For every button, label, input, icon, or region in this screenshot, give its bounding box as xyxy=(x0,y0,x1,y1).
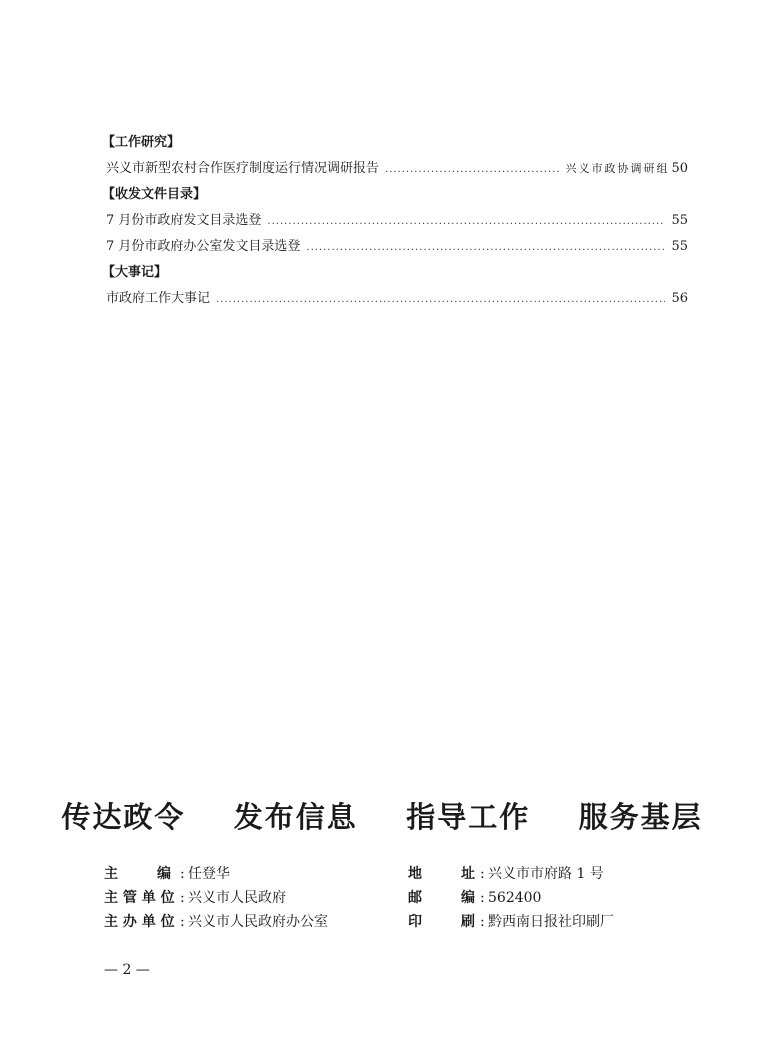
supervisor-value: 兴义市人民政府 xyxy=(188,890,286,906)
sponsor-value: 兴义市人民政府办公室 xyxy=(188,914,328,930)
toc-entry-page: 55 xyxy=(671,213,688,228)
toc-leader-dots xyxy=(216,287,665,313)
info-row xyxy=(104,910,704,934)
editor-label: 主 编 xyxy=(104,866,171,882)
supervisor-colon: : xyxy=(180,890,185,906)
toc-entry-page: 50 xyxy=(671,161,688,176)
slogan: 传达政令 发布信息 指导工作 服务基层 xyxy=(61,800,703,834)
toc-entry-title: 兴义市新型农村合作医疗制度运行情况调研报告 xyxy=(106,161,380,176)
printer-value: 黔西南日报社印刷厂 xyxy=(488,914,614,930)
toc-entry-page: 56 xyxy=(671,291,688,306)
toc-entry[interactable] xyxy=(106,234,688,260)
supervisor-label: 主 管 单 位 xyxy=(104,890,175,906)
editor-value: 任登华 xyxy=(188,866,230,882)
toc-entry-author: 兴义市政协调研组 xyxy=(565,162,670,175)
toc-entry[interactable] xyxy=(106,286,688,312)
page-number: — 2 — xyxy=(104,962,150,978)
toc-entry[interactable] xyxy=(106,208,688,234)
toc-leader-dots xyxy=(306,235,665,261)
table-of-contents xyxy=(102,130,688,312)
sponsor-label: 主 办 单 位 xyxy=(104,914,175,930)
info-row xyxy=(104,886,704,910)
toc-leader-dots xyxy=(385,157,559,183)
address-colon: : xyxy=(480,866,485,882)
toc-section-heading: 【收发文件目录】 xyxy=(102,187,207,202)
postcode-value: 562400 xyxy=(488,890,542,906)
publication-info xyxy=(104,862,704,934)
printer-label: 印 刷 xyxy=(408,914,475,930)
info-row xyxy=(104,862,704,886)
address-label: 地 址 xyxy=(408,866,475,882)
toc-leader-dots xyxy=(267,209,665,235)
editor-colon: : xyxy=(180,866,185,882)
postcode-colon: : xyxy=(480,890,485,906)
toc-entry-title: 7 月份市政府办公室发文目录选登 xyxy=(106,239,301,254)
sponsor-colon: : xyxy=(180,914,185,930)
toc-section-heading: 【大事记】 xyxy=(102,265,168,280)
toc-entry-title: 市政府工作大事记 xyxy=(106,291,211,306)
printer-colon: : xyxy=(480,914,485,930)
toc-entry[interactable] xyxy=(106,156,688,182)
address-value: 兴义市市府路 1 号 xyxy=(488,866,604,882)
toc-entry-title: 7 月份市政府发文目录选登 xyxy=(106,213,262,228)
toc-entry-page: 55 xyxy=(671,239,688,254)
postcode-label: 邮 编 xyxy=(408,890,475,906)
toc-section-heading: 【工作研究】 xyxy=(102,135,181,150)
